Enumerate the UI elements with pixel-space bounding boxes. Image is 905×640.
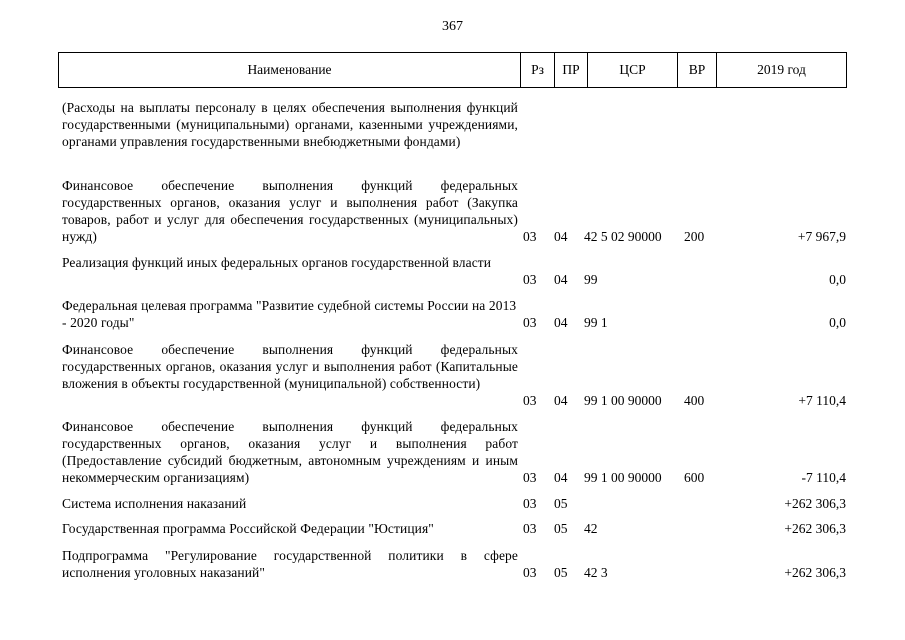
- row-pr: 04: [554, 229, 568, 244]
- row-rz: 03: [523, 393, 537, 408]
- header-rz: Рз: [521, 53, 555, 87]
- row-name: Федеральная целевая программа "Развитие судебной системы России на 2013 - 2020 годы": [62, 298, 517, 330]
- row-name: Подпрограмма "Регулирование государственной политики в сфере исполнения уголовных наказаний": [62, 548, 518, 580]
- table-row: [0, 495, 905, 512]
- row-name: (Расходы на выплаты персоналу в целях обеспечения выполнения функций государственными (муниципальными) органами, казенными учреждениями, органами управления государственными внебюджетными фондами): [62, 100, 518, 149]
- row-amount: +262 306,3: [784, 565, 846, 580]
- row-pr: 04: [554, 470, 568, 485]
- row-vr: 200: [684, 229, 705, 244]
- row-csr: 99 1: [584, 315, 608, 330]
- row-pr: 05: [554, 521, 568, 536]
- table-header: [58, 52, 847, 88]
- row-pr: 05: [554, 565, 568, 580]
- row-rz: 03: [523, 470, 537, 485]
- row-name: Система исполнения наказаний: [62, 496, 247, 511]
- table-row: [0, 99, 905, 167]
- row-name: Государственная программа Российской Федерации "Юстиция": [62, 521, 434, 536]
- header-pr: ПР: [555, 53, 588, 87]
- row-csr: 99: [584, 272, 598, 287]
- header-vr: ВР: [678, 53, 717, 87]
- row-pr: 04: [554, 315, 568, 330]
- table-row: [0, 520, 905, 537]
- row-amount: +262 306,3: [784, 496, 846, 511]
- row-csr: 99 1 00 90000: [584, 470, 662, 485]
- row-amount: +7 967,9: [797, 229, 846, 244]
- row-amount: -7 110,4: [801, 470, 846, 485]
- table-row: [0, 547, 905, 581]
- row-amount: 0,0: [829, 272, 846, 287]
- table-row: [0, 297, 905, 331]
- row-rz: 03: [523, 315, 537, 330]
- row-rz: 03: [523, 496, 537, 511]
- row-rz: 03: [523, 272, 537, 287]
- row-csr: 42 5 02 90000: [584, 229, 662, 244]
- table-row: [0, 177, 905, 245]
- header-csr: ЦСР: [588, 53, 678, 87]
- row-amount: 0,0: [829, 315, 846, 330]
- row-name: Финансовое обеспечение выполнения функций федеральных государственных органов, оказания услуг и выполнения работ (Предоставление субсидий бюджетным, автономным учреждениям и иным некоммерческим организациям): [62, 419, 518, 485]
- page-number: 367: [442, 19, 463, 34]
- row-pr: 05: [554, 496, 568, 511]
- header-year: 2019 год: [757, 62, 806, 77]
- table-row: [0, 254, 905, 288]
- table-row: [0, 341, 905, 409]
- row-vr: 600: [684, 470, 705, 485]
- row-name: Финансовое обеспечение выполнения функций федеральных государственных органов, оказания услуг и выполнения работ (Закупка товаров, работ и услуг для обеспечения государственных (муниципальных) нужд): [62, 178, 518, 244]
- table-row: [0, 418, 905, 486]
- row-name: Реализация функций иных федеральных органов государственной власти: [62, 255, 492, 270]
- row-name: Финансовое обеспечение выполнения функций федеральных государственных органов, оказания услуг и выполнения работ (Капитальные вложения в объекты государственной (муниципальной) собственности): [62, 342, 518, 391]
- row-rz: 03: [523, 229, 537, 244]
- row-csr: 99 1 00 90000: [584, 393, 662, 408]
- row-rz: 03: [523, 565, 537, 580]
- row-csr: 42 3: [584, 565, 608, 580]
- row-pr: 04: [554, 272, 568, 287]
- header-name: Наименование: [59, 53, 521, 87]
- row-pr: 04: [554, 393, 568, 408]
- row-amount: +262 306,3: [784, 521, 846, 536]
- row-csr: 42: [584, 521, 598, 536]
- row-vr: 400: [684, 393, 705, 408]
- row-rz: 03: [523, 521, 537, 536]
- row-amount: +7 110,4: [798, 393, 846, 408]
